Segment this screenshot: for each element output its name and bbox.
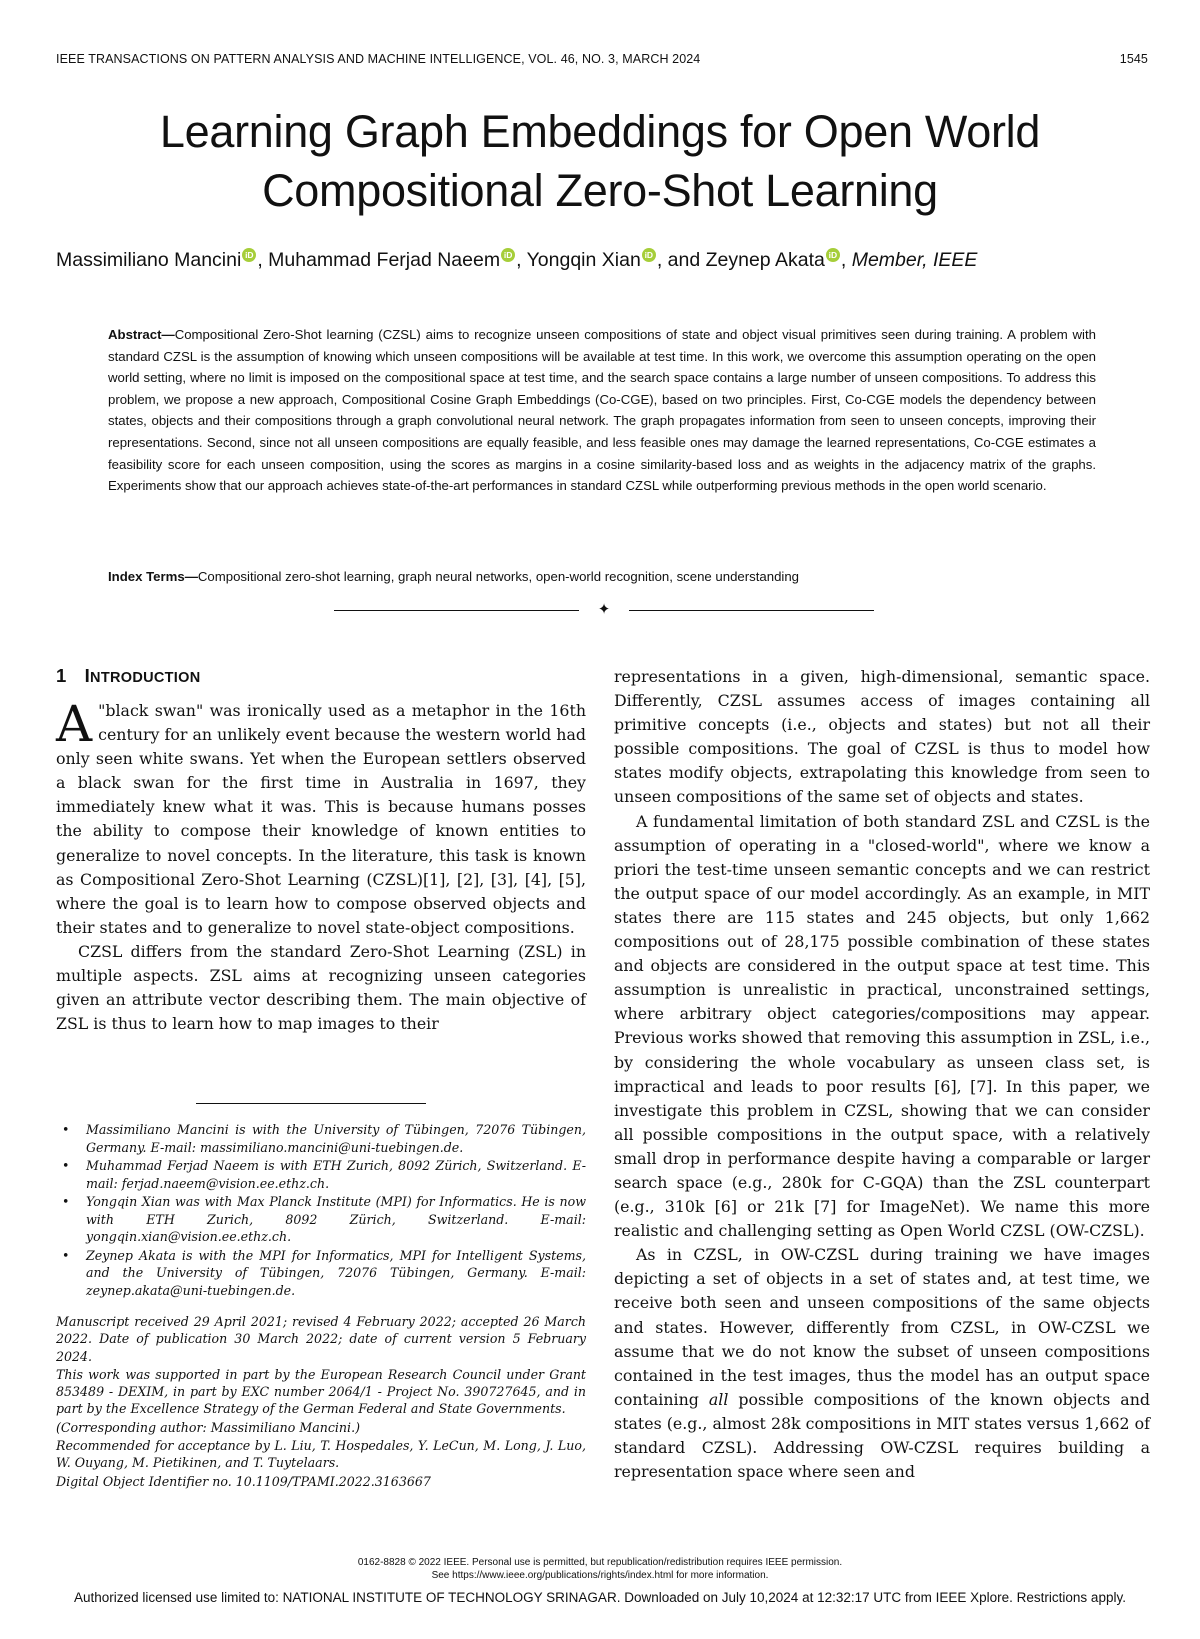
bullet: • [62, 1122, 70, 1137]
affiliation-text: Yongqin Xian was with Max Planck Institute (MPI) for Informatics. He is now with ETH Zurich, 8092 Zürich, Switzerland. E-mail: yongqin.xian@vision.ee.ethz.ch. [86, 1194, 586, 1244]
author-name: Massimiliano Mancini [56, 249, 242, 271]
journal-name: IEEE TRANSACTIONS ON PATTERN ANALYSIS AND MACHINE INTELLIGENCE, VOL. 46, NO. 3, MARCH 2024 [56, 52, 701, 66]
orcid-icon[interactable]: iD [501, 248, 515, 262]
footnote-rule [196, 1103, 426, 1104]
abstract [108, 324, 1096, 497]
abstract-text: Compositional Zero-Shot learning (CZSL) aims to recognize unseen compositions of state and object visual primitives seen during training. A problem with standard CZSL is the assumption of knowing which unseen compositions will be available at test time. In this work, we overcome this assumption operating on the open world setting, where no limit is imposed on the compositional space at test time, and the search space contains a large number of unseen compositions. To address this problem, we propose a new approach, Compositional Cosine Graph Embeddings (Co-CGE), based on two principles. First, Co-CGE models the dependency between states, objects and their compositions through a graph convolutional neural network. The graph propagates information from seen to unseen concepts, improving their representations. Second, since not all unseen compositions are equally feasible, and less feasible ones may damage the learned representations, Co-CGE estimates a feasibility score for each unseen composition, using the scores as margins in a cosine similarity-based loss and as weights in the adjacency matrix of the graphs. Experiments show that our approach achieves state-of-the-art performances in standard CZSL while outperforming previous methods in the open world scenario. [108, 327, 1096, 494]
author-name: Muhammad Ferjad Naeem [268, 249, 501, 271]
author-list [56, 248, 1148, 272]
author-separator: , [516, 249, 527, 271]
recommended-by: Recommended for acceptance by L. Liu, T. Hospedales, Y. LeCun, M. Long, J. Luo, W. Ouyang, M. Pietikinen, and T. Tuytelaars. [56, 1438, 586, 1471]
paragraph-text: "black swan" was ironically used as a metaphor in the 16th century for an unlikely event because the western world had only seen white swans. Yet when the European settlers observed a black swan for the first time in Australia in 1697, they immediately knew what it was. This is because humans posses the ability to compose their knowledge of known entities to generalize to novel concepts. In the literature, this task is known as Compositional Zero-Shot Learning (CZSL)[1], [2], [3], [4], [5], where the goal is to learn how to compose observed objects and their states and to generalize to novel state-object compositions. [56, 701, 586, 937]
affiliation-text: Massimiliano Mancini is with the University of Tübingen, 72076 Tübingen, Germany. E-mail: massimiliano.mancini@uni-tuebingen.de. [86, 1122, 586, 1155]
orcid-icon[interactable]: iD [242, 248, 256, 262]
manuscript-dates: Manuscript received 29 April 2021; revised 4 February 2022; accepted 26 March 2022. Date of publication 30 March 2022; date of current version 5 February 2024. [56, 1314, 586, 1364]
bullet: • [62, 1247, 70, 1263]
paragraph: CZSL differs from the standard Zero-Shot Learning (ZSL) in multiple aspects. ZSL aims at recognizing unseen categories given an attribute vector describing them. The main objective of ZSL is thus to learn how to map images to their [56, 941, 586, 1034]
affiliation-item [56, 1157, 586, 1192]
paragraph-text: As in CZSL, in OW-CZSL during training we have images depicting a set of objects in a set of states and, at test time, we receive both seen and unseen compositions of the same objects and states. However, differently from CZSL, in OW-CZSL we assume that we do not know the subset of unseen compositions contained in the test images, thus the model has an output space containing [614, 1245, 1150, 1409]
affiliation-footnotes [56, 1121, 586, 1300]
affiliation-text: Muhammad Ferjad Naeem is with ETH Zurich, 8092 Zürich, Switzerland. E-mail: ferjad.naeem@vision.ee.ethz.ch. [86, 1158, 586, 1191]
author-separator: , [840, 249, 852, 271]
paragraph [56, 695, 586, 940]
author-name: Yongqin Xian [526, 249, 641, 271]
funding-note: This work was supported in part by the European Research Council under Grant 853489 - DEXIM, in part by EXC number 2064/1 - Project No. 390727645, and in part by the Excellence Strategy of the German Federal and State Governments. [56, 1366, 586, 1417]
left-column [56, 664, 586, 1036]
bullet: • [62, 1158, 70, 1173]
bullet: • [62, 1194, 70, 1209]
separator-line [334, 610, 579, 611]
copyright-footer [0, 1556, 1200, 1582]
section-title-rest: NTRODUCTION [90, 670, 201, 686]
diamond-icon: ✦ [597, 602, 611, 618]
separator-line [629, 610, 874, 611]
section-separator [334, 601, 874, 619]
rights-link[interactable]: See https://www.ieee.org/publications/rights/index.html for more information. [431, 1570, 769, 1581]
affiliation-item [56, 1193, 586, 1246]
affiliation-item [56, 1247, 586, 1300]
orcid-icon[interactable]: iD [642, 248, 656, 262]
paragraph-text: possible compositions of the known objects and states (e.g., almost 28k compositions in MIT states versus 1,662 of standard CZSL). Addressing OW-CZSL requires building a representation space where seen and [614, 1389, 1150, 1482]
author-name: Zeynep Akata [705, 249, 825, 271]
right-column [614, 665, 1150, 1484]
doi-link[interactable]: Digital Object Identifier no. 10.1109/TPAMI.2022.3163667 [56, 1473, 431, 1489]
title-line-1: Learning Graph Embeddings for Open World [159, 106, 1041, 157]
paragraph: representations in a given, high-dimensional, semantic space. Differently, CZSL assumes access of images containing all primitive concepts (i.e., objects and states) but not all their possible compositions. The goal of CZSL is thus to model how states modify objects, extrapolating this knowledge from seen to unseen compositions of the same set of objects and states. [614, 667, 1150, 807]
abstract-label: Abstract— [108, 327, 175, 342]
running-head [56, 52, 1148, 66]
download-notice: Authorized licensed use limited to: NATIONAL INSTITUTE OF TECHNOLOGY SRINAGAR. Downloaded on July 10,2024 at 12:32:17 UTC from IEEE Xplore. Restrictions apply. [74, 1590, 1126, 1605]
drop-cap: A [56, 695, 93, 753]
paper-title [60, 102, 1140, 220]
author-separator: , [257, 249, 269, 271]
affiliation-item [56, 1121, 586, 1156]
ieee-membership: Member, IEEE [851, 249, 978, 271]
paragraph [614, 1243, 1150, 1484]
title-line-2: Compositional Zero-Shot Learning [262, 165, 938, 216]
page-number: 1545 [1119, 52, 1148, 66]
corresponding-author: (Corresponding author: Massimiliano Mancini.) [56, 1419, 360, 1435]
section-number: 1 [56, 665, 67, 686]
affiliation-text: Zeynep Akata is with the MPI for Informatics, MPI for Intelligent Systems, and the University of Tübingen, 72076 Tübingen, Germany. E-mail: zeynep.akata@uni-tuebingen.de. [86, 1247, 586, 1298]
author-separator: , and [656, 249, 706, 271]
orcid-icon[interactable]: iD [826, 248, 840, 262]
index-terms [108, 566, 1096, 588]
copyright-line: 0162-8828 © 2022 IEEE. Personal use is permitted, but republication/redistribution requires IEEE permission. [357, 1557, 843, 1568]
publication-notes [56, 1313, 586, 1491]
emphasis: all [708, 1389, 729, 1409]
index-terms-label: Index Terms— [108, 569, 198, 584]
index-terms-text: Compositional zero-shot learning, graph neural networks, open-world recognition, scene understanding [197, 569, 800, 584]
paragraph: A fundamental limitation of both standard ZSL and CZSL is the assumption of operating in a "closed-world", where we know a priori the test-time unseen semantic concepts and we can restrict the output space of our model accordingly. As an example, in MIT states there are 115 states and 245 objects, but only 1,662 compositions out of 28,175 possible combination of these states and objects are considered in the output space at test time. This assumption is unrealistic in practical, unconstrained settings, where arbitrary object categories/compositions may appear. Previous works showed that removing this assumption in ZSL, i.e., by considering the whole vocabulary as unseen class set, is impractical and leads to poor results [6], [7]. In this paper, we investigate this problem in CZSL, showing that we can consider all possible compositions in the output space, with a relatively small drop in performance despite having a comparable or larger search space (e.g., 280k for C-GQA) than the ZSL counterpart (e.g., 310k [6] or 21k [7] for ImageNet). We name this more realistic and challenging setting as Open World CZSL (OW-CZSL). [614, 811, 1150, 1241]
section-heading [56, 664, 586, 690]
section-title-initial: I [84, 665, 91, 686]
